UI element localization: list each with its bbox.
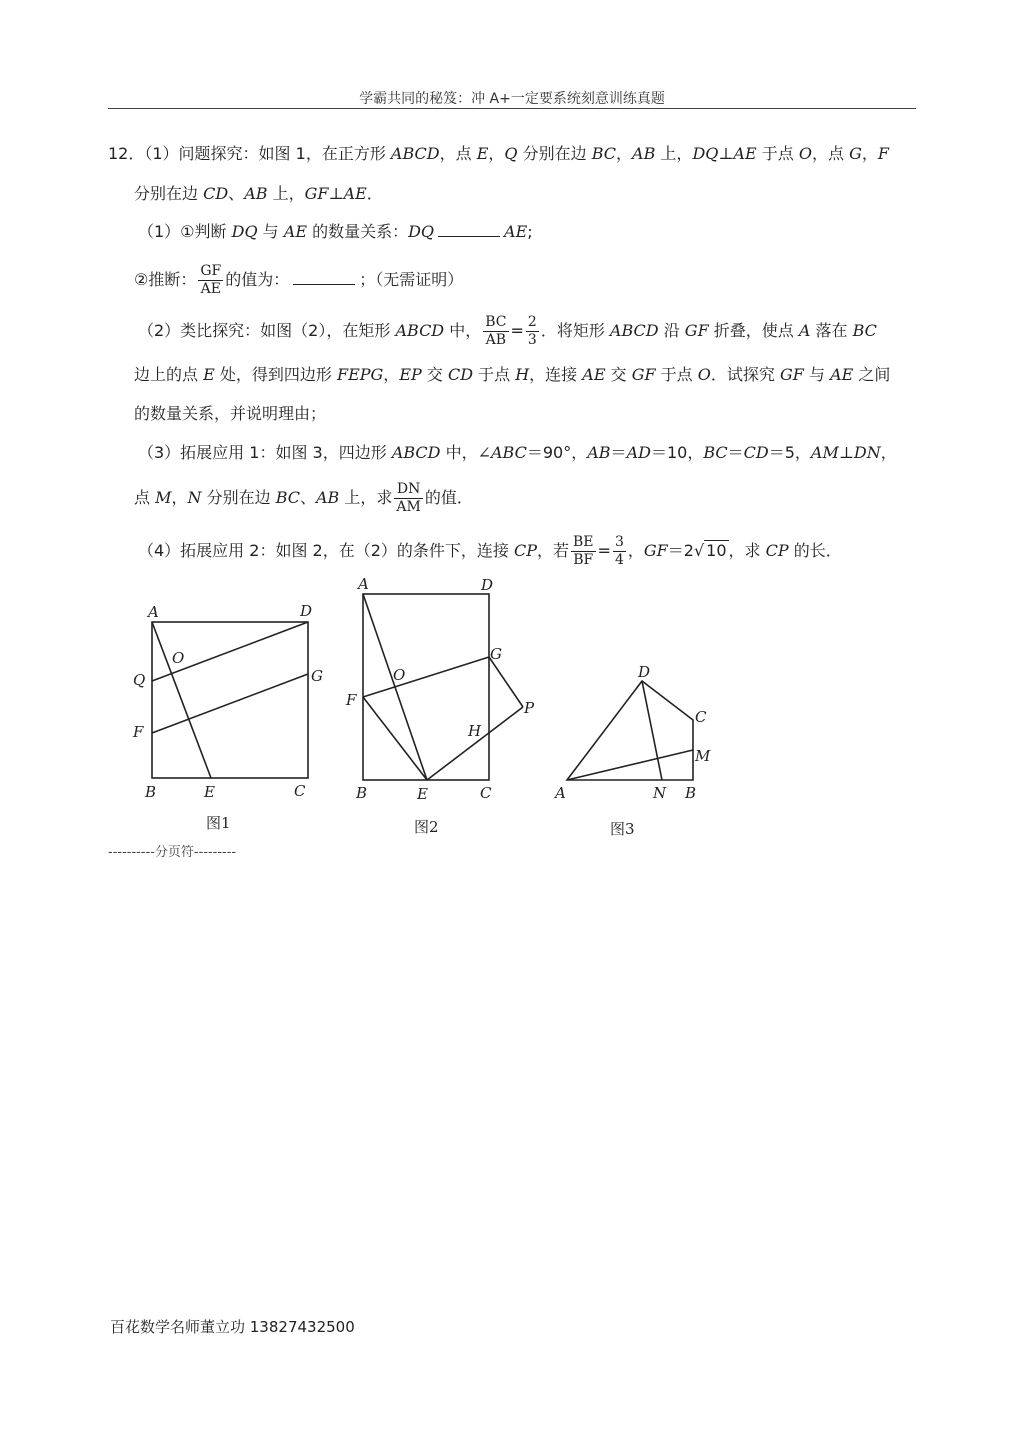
text: 分别在边 [201, 488, 276, 507]
text: ．试探究 [710, 365, 780, 384]
text: ， [880, 443, 897, 462]
text: 折叠，使点 [708, 321, 799, 340]
text: （2）类比探究：如图（2），在矩形 [138, 321, 396, 340]
math-var: BC [852, 321, 877, 340]
text: ＝ [727, 443, 744, 462]
page-header-title: 学霸共同的秘笈：冲 A+一定要系统刻意训练真题 [359, 91, 665, 107]
math-var: BC [703, 443, 728, 462]
text: 的值为： [225, 270, 290, 289]
fraction-be-bf [571, 534, 596, 569]
fig2-label-d: D [481, 576, 494, 594]
sqrt-sign: √ [693, 541, 705, 560]
text: 于点 [655, 365, 698, 384]
text: 的值． [424, 488, 473, 507]
math-var: E [476, 144, 489, 163]
fig2-label-a: A [358, 575, 369, 593]
math-var: ABCD [391, 443, 441, 462]
fig1-segment-dq [152, 622, 308, 681]
math-var: AE [830, 365, 854, 384]
text: ＝10， [650, 443, 704, 462]
math-var: AD [626, 443, 651, 462]
fig2-label-f: F [346, 691, 357, 709]
fig2-label-o: O [393, 666, 406, 684]
fig3-label-m: M [695, 747, 711, 765]
math-var: A [798, 321, 811, 340]
text: ; [527, 222, 533, 241]
figure-2-labels [345, 575, 535, 803]
math-var: DQ [231, 222, 258, 241]
fig3-segment-am [567, 750, 693, 780]
math-var: CD [743, 443, 769, 462]
math-var: DQ [408, 222, 435, 241]
fig1-segment-fg [152, 674, 308, 733]
fig2-segment-ae [363, 594, 427, 780]
fig3-quadrilateral [567, 681, 693, 780]
text: ， [383, 365, 400, 384]
math-var: FEPG [336, 365, 384, 384]
fraction-2-3 [526, 314, 539, 349]
text: 中， [444, 321, 482, 340]
text: 于点 [756, 144, 799, 163]
problem-line-4 [134, 262, 463, 298]
fig1-label-q: Q [133, 671, 146, 689]
text: ；（无需证明） [359, 270, 464, 289]
fig2-segment-fe [363, 697, 427, 780]
fraction-denominator: 4 [614, 552, 624, 568]
math-var: AE [283, 222, 307, 241]
math-var: CP [765, 541, 789, 560]
fig3-label-n: N [653, 784, 667, 802]
text: （3）拓展应用 1：如图 3，四边形 [138, 443, 392, 462]
text: 、 [299, 488, 316, 507]
math-var: GF [643, 541, 668, 560]
fraction-gf-ae [198, 263, 223, 298]
text: ，点 [439, 144, 477, 163]
problem-line-7 [134, 402, 326, 426]
fraction-denominator: 3 [527, 332, 537, 348]
fig3-caption: 图3 [610, 820, 635, 838]
text: ，若 [537, 541, 570, 560]
math-var: CD [447, 365, 474, 384]
fraction-3-4 [613, 534, 626, 569]
math-var: AM⊥DN [810, 443, 881, 462]
problem-line-1 [108, 142, 889, 166]
math-var: AB [244, 184, 268, 203]
text: 分别在边 [517, 144, 592, 163]
text: ，连接 [529, 365, 583, 384]
text: 于点 [473, 365, 516, 384]
problem-line-8 [138, 441, 897, 465]
math-var: ∠ABC [477, 443, 527, 462]
math-var: GF⊥AE [304, 184, 367, 203]
math-var: N [187, 488, 202, 507]
footer-text: 百花数学名师董立功 13827432500 [110, 1318, 355, 1336]
fraction-numerator: 2 [527, 314, 537, 330]
equals-sign: = [510, 321, 524, 340]
fig3-segment-dn [642, 681, 662, 780]
text: 边上的点 [134, 365, 204, 384]
fig1-label-f: F [133, 723, 144, 741]
fig2-segment-gp [489, 657, 523, 707]
math-var: E [203, 365, 215, 384]
text: ＝ [610, 443, 627, 462]
fig2-rectangle [363, 594, 489, 780]
text: 分别在边 [134, 184, 204, 203]
text: 上， [655, 144, 693, 163]
text: 处，得到四边形 [214, 365, 337, 384]
fig1-label-c: C [294, 782, 306, 800]
fig3-label-c: C [695, 708, 707, 726]
fig3-label-a: A [555, 784, 566, 802]
text: （4）拓展应用 2：如图 2，在（2）的条件下，连接 [138, 541, 514, 560]
fraction-denominator: BF [573, 552, 594, 568]
fig2-segment-ep [427, 707, 523, 780]
problem-line-3 [138, 220, 533, 244]
fig1-segment-ae [152, 622, 211, 778]
fig2-label-g: G [490, 645, 502, 663]
fig2-label-c: C [480, 784, 492, 802]
fig2-label-e: E [417, 785, 428, 803]
text: 上， [267, 184, 305, 203]
fig1-label-d: D [300, 602, 313, 620]
math-var: AB [316, 488, 340, 507]
text: （1）问题探究：如图 1，在正方形 [144, 144, 391, 163]
text: 上，求 [339, 488, 393, 507]
problem-line-5 [138, 311, 877, 351]
fig3-label-b: B [685, 784, 697, 802]
fig1-label-b: B [145, 783, 157, 801]
equals-sign: = [597, 541, 611, 560]
text: ， [861, 144, 878, 163]
text: ， [171, 488, 188, 507]
math-var: CP [513, 541, 537, 560]
fraction-numerator: DN [394, 481, 422, 499]
fig1-caption: 图1 [206, 814, 231, 832]
fraction-numerator: BC [485, 314, 507, 330]
math-var: BC [591, 144, 617, 163]
math-var: EP [399, 365, 422, 384]
text: 与 [803, 365, 831, 384]
fig1-label-g: G [311, 667, 323, 685]
math-var: GF [779, 365, 804, 384]
problem-line-9 [134, 478, 473, 518]
problem-line-10 [138, 531, 842, 571]
text: ＝2 [667, 541, 694, 560]
figure-3-labels [553, 663, 711, 802]
figure-1 [152, 622, 308, 778]
math-var: G [849, 144, 862, 163]
math-var: Q [504, 144, 518, 163]
math-var: ABCD [390, 144, 440, 163]
text: ＝5， [768, 443, 811, 462]
text: 落在 [810, 321, 853, 340]
text: 中， [440, 443, 478, 462]
figure-3 [567, 681, 693, 780]
text: 沿 [658, 321, 685, 340]
math-var: DQ⊥AE [692, 144, 757, 163]
text: ， [616, 144, 633, 163]
figure-2 [363, 594, 523, 780]
text: ， [488, 144, 505, 163]
text: 点 [134, 488, 156, 507]
fig2-label-b: B [356, 784, 368, 802]
math-var: GF [631, 365, 656, 384]
answer-blank[interactable] [438, 220, 500, 237]
fig1-label-e: E [204, 783, 215, 801]
fig2-segment-fg [363, 657, 489, 697]
text: 的数量关系，并说明理由； [134, 404, 327, 423]
math-var: O [798, 144, 812, 163]
math-var: O [697, 365, 711, 384]
figure-1-labels [132, 602, 323, 801]
fig2-label-p: P [524, 699, 535, 717]
header-divider [108, 108, 916, 109]
text: 交 [605, 365, 632, 384]
fraction-numerator: GF [200, 263, 222, 279]
text: ，求 [728, 541, 766, 560]
fig2-caption: 图2 [414, 818, 439, 836]
text: 与 [257, 222, 284, 241]
fraction-denominator: AE [200, 281, 221, 297]
fig1-label-o: O [172, 649, 185, 667]
text: ②推断： [134, 270, 197, 289]
math-var: ABCD [609, 321, 659, 340]
math-var: AE [504, 222, 528, 241]
fraction-denominator: AB [485, 332, 507, 348]
text: 的数量关系： [307, 222, 409, 241]
fraction-dn-am [394, 481, 422, 516]
math-var: M [155, 488, 172, 507]
text: ， [627, 541, 644, 560]
math-var: AB [587, 443, 611, 462]
answer-blank[interactable] [293, 268, 355, 285]
math-var: AE [582, 365, 606, 384]
text: 交 [421, 365, 448, 384]
fraction-denominator: AM [396, 499, 421, 515]
fig1-label-a: A [148, 603, 159, 621]
text: ＝90°， [526, 443, 588, 462]
problem-number: 12． [108, 144, 145, 163]
fig2-label-h: H [468, 722, 482, 740]
math-var: ABCD [395, 321, 445, 340]
math-var: H [515, 365, 530, 384]
math-var: BC [275, 488, 300, 507]
text: ，点 [811, 144, 850, 163]
page-break-marker: ----------分页符--------- [108, 845, 237, 860]
text: 的长． [788, 541, 842, 560]
text: 、 [228, 184, 245, 203]
fig3-label-d: D [638, 663, 651, 681]
text: ． [366, 184, 383, 203]
fraction-numerator: 3 [614, 534, 624, 550]
text: 之间 [853, 365, 891, 384]
fig1-square [152, 622, 308, 778]
text: （1）①判断 [138, 222, 232, 241]
math-var: AB [632, 144, 656, 163]
text: ．将矩形 [540, 321, 610, 340]
problem-line-6 [134, 363, 890, 387]
fraction-numerator: BE [573, 534, 594, 550]
problem-line-2 [134, 182, 383, 206]
math-var: CD [203, 184, 229, 203]
math-var: F [877, 144, 889, 163]
sqrt-radicand: 10 [706, 541, 727, 560]
fraction-bc-ab [483, 314, 508, 349]
math-var: GF [684, 321, 709, 340]
